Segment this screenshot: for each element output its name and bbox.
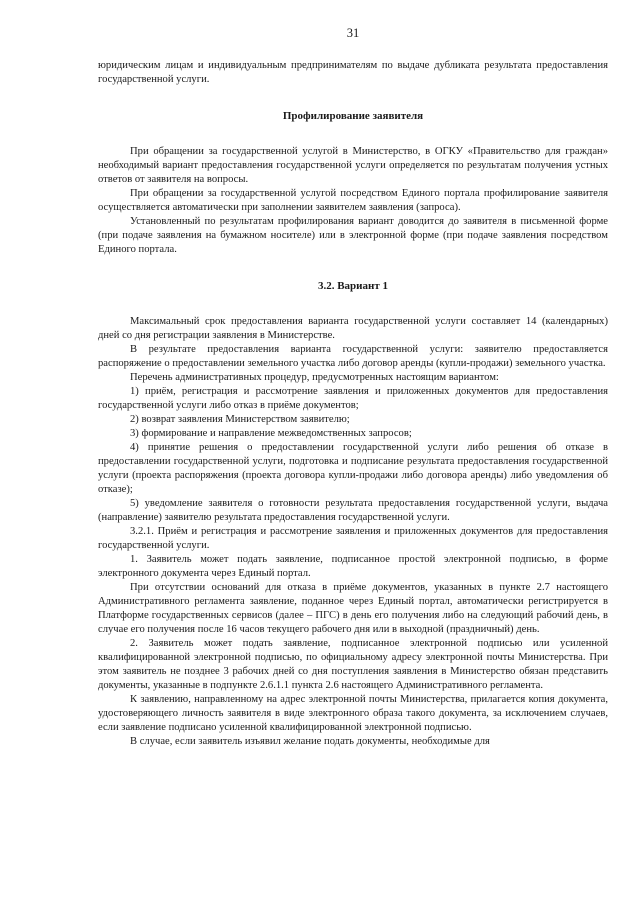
- list-item: 3) формирование и направление межведомственных запросов;: [130, 428, 412, 439]
- paragraph: В результате предоставления варианта государственной услуги: заявителю предоставляется распоряжение о предоставлении земельного участка либо договор аренды (купли-продажи) земельного участка.: [98, 344, 608, 369]
- list-item: 2) возврат заявления Министерством заявителю;: [130, 414, 350, 425]
- paragraph: юридическим лицам и индивидуальным предпринимателям по выдаче дубликата результата предоставления государственной услуги.: [98, 60, 608, 85]
- paragraph: Максимальный срок предоставления варианта государственной услуги составляет 14 (календарных) дней со дня регистрации заявления в Министерстве.: [98, 316, 608, 341]
- list-item: 4) принятие решения о предоставлении государственной услуги либо решения об отказе в предоставлении государственной услуги, подготовка и подписание результата предоставления государственной услуги (проекта распоряжения (проекта договора купли-продажи либо договора аренды) либо уведомления об отказе);: [98, 442, 608, 495]
- paragraph: При обращении за государственной услугой посредством Единого портала профилирование заявителя осуществляется автоматически при заполнении заявителем заявления (запроса).: [98, 188, 608, 213]
- paragraph: Перечень административных процедур, предусмотренных настоящим вариантом:: [130, 372, 499, 383]
- paragraph: При обращении за государственной услугой в Министерство, в ОГКУ «Правительство для граждан» необходимый вариант предоставления государственной услуги определяется по результатам получения устных ответов от заявителя на вопросы.: [98, 146, 608, 185]
- page-number: 31: [346, 26, 360, 40]
- paragraph: 2. Заявитель может подать заявление, подписанное электронной подписью или усиленной квалифицированной электронной подписью, по официальному адресу электронной почты Министерства. При этом заявитель не позднее 3 рабочих дней со дня поступления заявления в Министерство обязан представить документы, указанные в подпункте 2.6.1.1 пункта 2.6 настоящего Административного регламента.: [98, 638, 608, 691]
- paragraph: В случае, если заявитель изъявил желание подать документы, необходимые для: [130, 736, 490, 747]
- paragraph: 1. Заявитель может подать заявление, подписанное простой электронной подписью, в форме электронного документа через Единый портал.: [98, 554, 608, 579]
- section-heading-variant: 3.2. Вариант 1: [317, 280, 389, 292]
- list-item: 1) приём, регистрация и рассмотрение заявления и приложенных документов для предоставления государственной услуги либо отказ в приёме документов;: [98, 386, 608, 411]
- paragraph: К заявлению, направленному на адрес электронной почты Министерства, прилагается копия документа, удостоверяющего личность заявителя в виде электронного образа такого документа, за исключением случаев, если заявление подписано усиленной квалифицированной электронной подписью.: [98, 694, 608, 733]
- section-heading-profiling: Профилирование заявителя: [282, 110, 424, 122]
- paragraph: При отсутствии оснований для отказа в приёме документов, указанных в пункте 2.7 настоящего Административного регламента заявление, поданное через Единый портал, автоматически регистрируется в Платформе государственных сервисов (далее – ПГС) в день его получения либо на следующий рабочий день, в случае его получения после 16 часов текущего рабочего дня или в выходной (праздничный) день.: [98, 582, 608, 635]
- paragraph: 3.2.1. Приём и регистрация и рассмотрение заявления и приложенных документов для предоставления государственной услуги.: [98, 526, 608, 551]
- paragraph: Установленный по результатам профилирования вариант доводится до заявителя в письменной форме (при подаче заявления на бумажном носителе) или в электронной форме (при подаче заявления посредством Единого портала.: [98, 216, 608, 255]
- list-item: 5) уведомление заявителя о готовности результата предоставления государственной услуги, выдача (направление) заявителю результата предоставления государственной услуги.: [98, 498, 608, 523]
